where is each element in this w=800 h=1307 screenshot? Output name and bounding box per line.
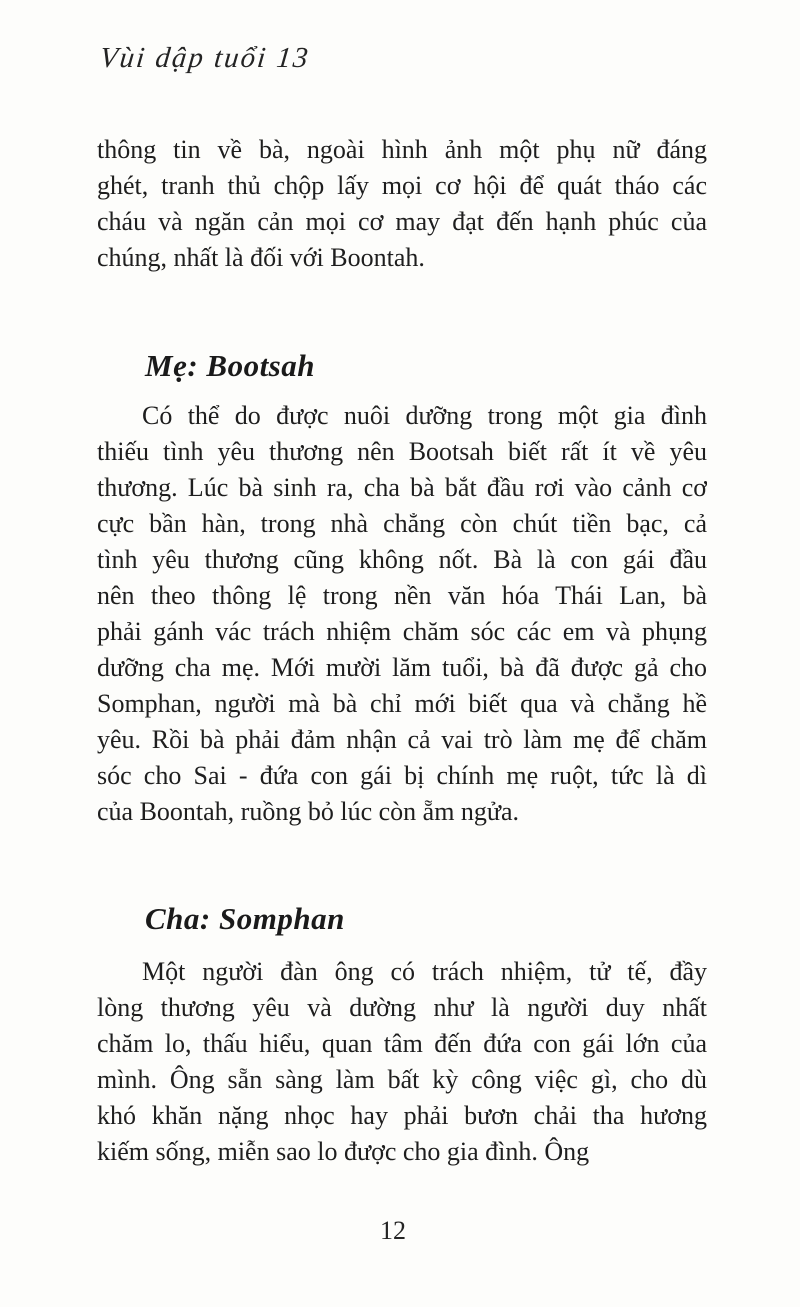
text-line: tình yêu thương cũng không nốt. Bà là con gái đầu [97, 545, 707, 574]
text-line: cực bần hàn, trong nhà chẳng còn chút tiền bạc, cả [97, 509, 707, 538]
text-line: cháu và ngăn cản mọi cơ may đạt đến hạnh phúc của [97, 207, 707, 236]
text-line: Một người đàn ông có trách nhiệm, tử tế, đầy [142, 957, 707, 986]
section-heading-me-bootsah: Mẹ: Bootsah [145, 348, 315, 383]
section1-paragraph [97, 398, 707, 830]
text-line: thương. Lúc bà sinh ra, cha bà bắt đầu rơi vào cảnh cơ [97, 473, 707, 502]
text-line: thiếu tình yêu thương nên Bootsah biết rất ít về yêu [97, 437, 707, 466]
page-number: 12 [380, 1216, 406, 1245]
text-line: khó khăn nặng nhọc hay phải bươn chải tha hương [97, 1101, 707, 1130]
text-line: Có thể do được nuôi dưỡng trong một gia đình [142, 401, 707, 430]
text-line: mình. Ông sẵn sàng làm bất kỳ công việc gì, cho dù [97, 1065, 707, 1094]
opening-paragraph [97, 132, 707, 276]
text-line: chăm lo, thấu hiểu, quan tâm đến đứa con gái lớn của [97, 1029, 707, 1058]
text-line: dưỡng cha mẹ. Mới mười lăm tuổi, bà đã được gả cho [97, 653, 707, 682]
running-header: Vùi dập tuổi 13 [98, 42, 312, 74]
text-line: yêu. Rồi bà phải đảm nhận cả vai trò làm mẹ để chăm [97, 725, 707, 754]
text-line: nên theo thông lệ trong nền văn hóa Thái Lan, bà [97, 581, 707, 610]
text-line: chúng, nhất là đối với Boontah. [97, 243, 425, 272]
text-line: lòng thương yêu và dường như là người duy nhất [97, 993, 707, 1022]
text-line: thông tin về bà, ngoài hình ảnh một phụ nữ đáng [97, 135, 707, 164]
text-line: ghét, tranh thủ chộp lấy mọi cơ hội để quát tháo các [97, 171, 707, 200]
text-line: Somphan, người mà bà chỉ mới biết qua và chẳng hề [97, 689, 707, 718]
text-line: sóc cho Sai - đứa con gái bị chính mẹ ruột, tức là dì [97, 761, 707, 790]
section2-paragraph [97, 954, 707, 1170]
section-heading-cha-somphan: Cha: Somphan [145, 901, 345, 936]
text-line: của Boontah, ruồng bỏ lúc còn ẵm ngửa. [97, 797, 520, 826]
text-line: phải gánh vác trách nhiệm chăm sóc các em và phụng [97, 617, 707, 646]
text-line: kiếm sống, miễn sao lo được cho gia đình. Ông [97, 1137, 590, 1166]
